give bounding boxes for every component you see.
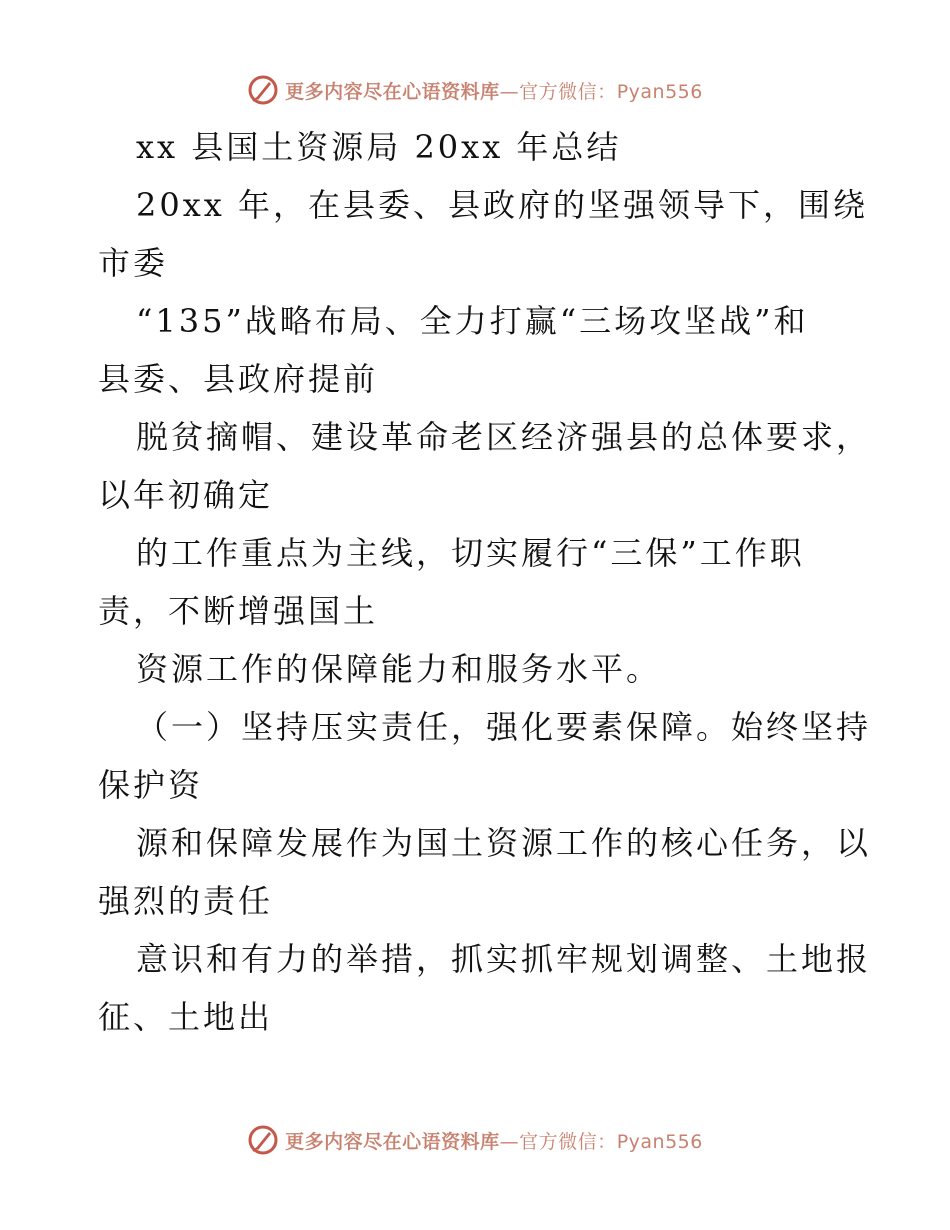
header-brand: 更多内容尽在心语资料库 (285, 80, 500, 103)
paragraph-line: 源和保障发展作为国土资源工作的核心任务，以 (136, 824, 872, 862)
paragraph-line: 20xx 年，在县委、县政府的坚强领导下，围绕 (136, 186, 868, 224)
header-banner-text (285, 77, 703, 104)
paragraph-line: 以年初确定 (98, 476, 274, 514)
footer-banner-text (285, 1127, 703, 1154)
paragraph-line: 保护资 (98, 766, 204, 804)
quill-pen-logo-icon (247, 74, 279, 106)
footer-banner (0, 1120, 950, 1160)
paragraph-line: 市委 (98, 244, 169, 282)
footer-wechat-label: 官方微信： (519, 1130, 617, 1153)
paragraph-line: 征、土地出 (98, 998, 274, 1036)
header-banner (0, 70, 950, 110)
footer-wechat-id: Pyan556 (616, 1130, 703, 1153)
quill-pen-logo-icon (247, 1124, 279, 1156)
header-separator: — (499, 80, 520, 103)
header-wechat-label: 官方微信： (519, 80, 617, 103)
header-wechat-id: Pyan556 (616, 80, 703, 103)
paragraph-line: 资源工作的保障能力和服务水平。 (136, 650, 662, 688)
footer-brand: 更多内容尽在心语资料库 (285, 1130, 500, 1153)
document-body (98, 118, 872, 1046)
paragraph-line: （一）坚持压实责任，强化要素保障。始终坚持 (136, 708, 872, 746)
footer-separator: — (499, 1130, 520, 1153)
paragraph-line: 的工作重点为主线，切实履行“三保”工作职 (136, 534, 805, 572)
paragraph-line: 县委、县政府提前 (98, 360, 379, 398)
paragraph-line: 脱贫摘帽、建设革命老区经济强县的总体要求， (136, 418, 872, 456)
paragraph-line: 意识和有力的举措，抓实抓牢规划调整、土地报 (136, 940, 872, 978)
paragraph-line: 责，不断增强国土 (98, 592, 379, 630)
document-title: xx 县国土资源局 20xx 年总结 (136, 128, 622, 166)
paragraph-line: “135”战略布局、全力打赢“三场攻坚战”和 (136, 302, 809, 340)
paragraph-line: 强烈的责任 (98, 882, 274, 920)
